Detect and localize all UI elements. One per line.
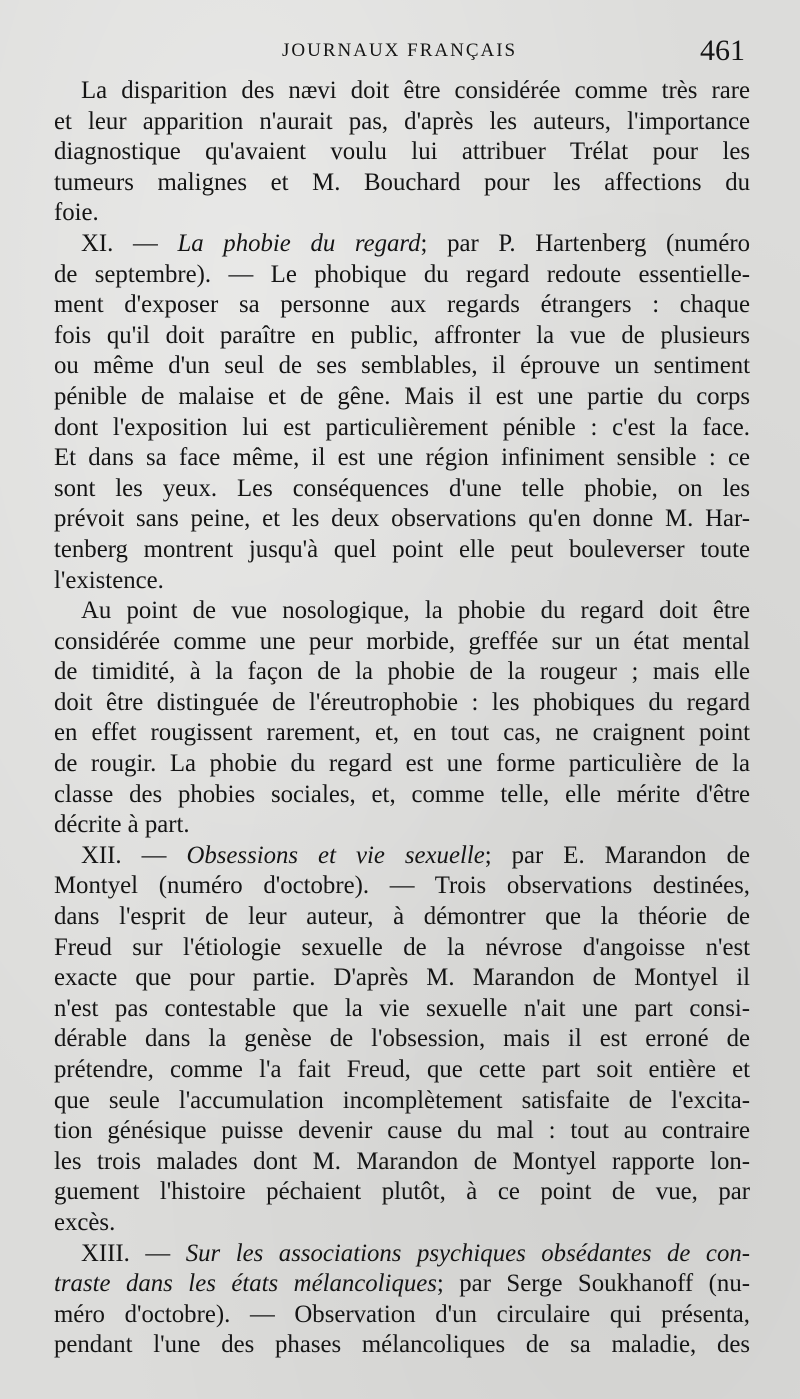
text-line: classe des phobies sociales, et, comme telle, elle mérite d'être xyxy=(54,780,750,808)
text-line: méro d'octobre). — Observation d'un circulaire qui présenta, xyxy=(54,1300,750,1328)
page-header xyxy=(0,34,800,74)
text-line: XI. — La phobie du regard; par P. Hartenberg (numéro xyxy=(81,229,751,257)
text-line: prétendre, comme l'a fait Freud, que cette part soit entière et xyxy=(54,1056,750,1083)
text-line: fois qu'il doit paraître en public, affronter la vue de plusieurs xyxy=(54,321,750,349)
text-line: tumeurs malignes et M. Bouchard pour les affections du xyxy=(54,168,750,196)
text-line: que seule l'accumulation incomplètement satisfaite de l'excita- xyxy=(54,1086,750,1114)
text-line: l'existence. xyxy=(54,566,164,594)
text-line: considérée comme une peur morbide, greffée sur un état mental xyxy=(54,627,750,655)
text-line: pénible de malaise et de gêne. Mais il est une partie du corps xyxy=(54,382,750,410)
text-line: pendant l'une des phases mélancoliques de sa maladie, des xyxy=(54,1331,750,1359)
text-line: tion génésique puisse devenir cause du mal : tout au contraire xyxy=(54,1117,750,1145)
text-line: de rougir. La phobie du regard est une forme particulière de la xyxy=(54,750,750,778)
page-number: 461 xyxy=(700,34,745,67)
text-line: décrite à part. xyxy=(54,811,190,839)
text-line: doit être distinguée de l'éreutrophobie : les phobiques du regard xyxy=(54,688,750,716)
text-line: ment d'exposer sa personne aux regards étrangers : chaque xyxy=(54,291,750,319)
paragraph xyxy=(54,76,750,229)
text-line: et leur apparition n'aurait pas, d'après les auteurs, l'importance xyxy=(54,107,750,135)
text-line: Freud sur l'étiologie sexuelle de la névrose d'angoisse n'est xyxy=(54,933,750,961)
paragraph xyxy=(54,596,750,841)
text-line: guement l'histoire péchaient plutôt, à ce point de vue, par xyxy=(54,1178,750,1206)
text-line xyxy=(54,1239,750,1270)
text-line: diagnostique qu'avaient voulu lui attribuer Trélat pour les xyxy=(54,138,750,166)
text-line: n'est pas contestable que la vie sexuelle n'ait une part consi- xyxy=(54,994,750,1022)
text-line: Au point de vue nosologique, la phobie du regard doit être xyxy=(81,597,750,625)
text-line: dans l'esprit de leur auteur, à démontrer que la théorie de xyxy=(54,903,750,931)
text-line: de timidité, à la façon de la phobie de la rougeur ; mais elle xyxy=(54,658,750,686)
running-title: JOURNAUX FRANÇAIS xyxy=(282,40,518,61)
text-line: XII. — Obsessions et vie sexuelle; par E. Marandon de xyxy=(81,841,750,869)
text-line: La disparition des nævi doit être considérée comme très rare xyxy=(81,77,750,104)
text-line: en effet rougissent rarement, et, en tout cas, ne craignent point xyxy=(54,719,750,747)
text-line: traste dans les états mélancoliques; par Serge Soukhanoff (nu- xyxy=(54,1270,750,1298)
section-number: XI. — xyxy=(81,229,158,257)
section-title: traste dans les états mélancoliques xyxy=(54,1270,437,1298)
text-line: prévoit sans peine, et les deux observations qu'en donne M. Har- xyxy=(54,505,750,533)
text-line: tenberg montrent jusqu'à quel point elle peut bouleverser toute xyxy=(54,535,750,563)
paragraph-section-xi xyxy=(54,229,750,596)
text-line: Montyel (numéro d'octobre). — Trois observations destinées, xyxy=(54,872,750,900)
text-line: sont les yeux. Les conséquences d'une telle phobie, on les xyxy=(54,474,750,502)
text-line: Et dans sa face même, il est une région infiniment sensible : ce xyxy=(54,444,750,472)
body-text xyxy=(54,76,750,1361)
text-line: foie. xyxy=(54,199,99,227)
section-title: La phobie du regard xyxy=(177,229,421,257)
paragraph-section-xiii xyxy=(54,1239,750,1361)
text-line: de septembre). — Le phobique du regard redoute essentielle- xyxy=(54,260,750,288)
paragraph-section-xii xyxy=(54,841,750,1239)
text-line: les trois malades dont M. Marandon de Montyel rapporte lon- xyxy=(54,1147,750,1175)
text-line: ou même d'un seul de ses semblables, il éprouve un sentiment xyxy=(54,352,750,380)
section-title: Obsessions et vie sexuelle xyxy=(186,841,485,869)
section-number: XII. — xyxy=(81,841,167,869)
section-title: Sur les associations psychiques obsédantes de con- xyxy=(185,1239,750,1267)
section-number: XIII. — xyxy=(81,1239,171,1267)
text-line: dont l'exposition lui est particulièrement pénible : c'est la face. xyxy=(54,413,750,441)
text-line: exacte que pour partie. D'après M. Marandon de Montyel il xyxy=(54,964,750,992)
text-line: excès. xyxy=(54,1208,116,1236)
text-line: dérable dans la genèse de l'obsession, mais il est erroné de xyxy=(54,1025,750,1053)
